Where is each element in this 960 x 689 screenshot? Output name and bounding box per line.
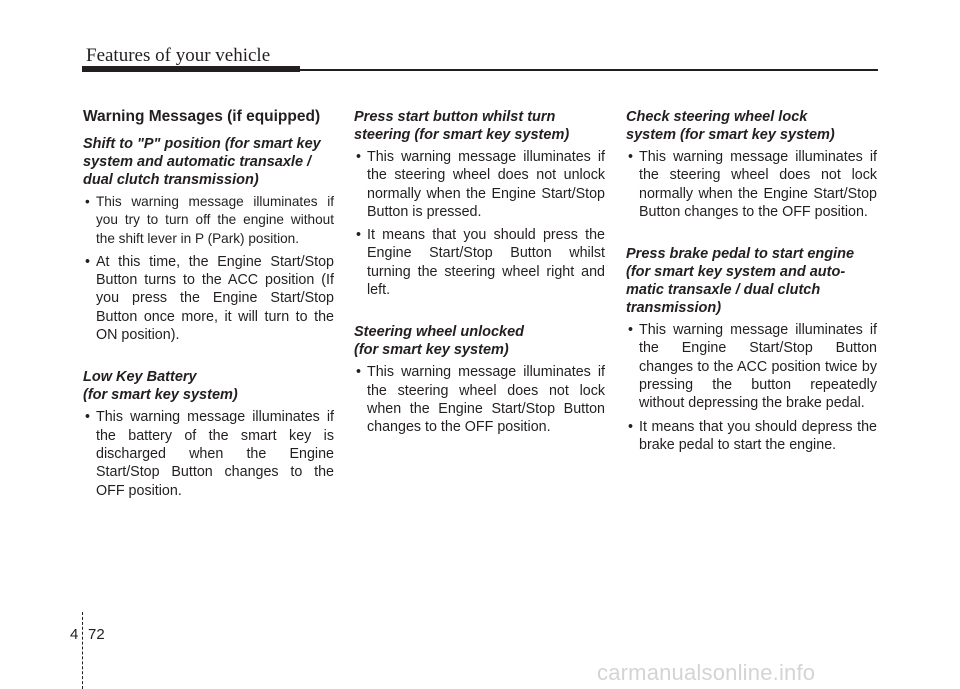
subsection-title-line: Check steering wheel lock [626,109,808,125]
subsection-title-line: transmission) [626,300,722,317]
subsection-title-shift-to-p [83,135,334,189]
subsection-title-line: (for smart key system) [83,387,238,404]
subsection-title-line: Press brake pedal to start engine [626,246,855,263]
header-rule-thin [300,69,878,71]
subsection-title-line: Low Key Battery [83,369,197,386]
bullet-item: • At this time, the Engine Start/Stop Button turns to the ACC position (If you press the Engine Start/Stop Button once more, it will turn to the ON position). [83,253,334,344]
bullet-list [83,408,334,499]
bullet-item: • This warning message illuminates if the steering wheel does not lock normally when the Engine Start/Stop Button changes to the OFF position. [626,148,877,221]
subsection-title-line: system and automatic transaxle / [83,154,312,170]
bullet-item: • This warning message illuminates if the steering wheel does not unlock normally when the Engine Start/Stop Button is pressed. [354,148,605,221]
bullet-item: • It means that you should press the Engine Start/Stop Button whilst turning the steering wheel right and left. [354,226,605,299]
subsection-title-line: Steering wheel unlocked [354,324,525,341]
content-column-3 [626,108,877,459]
bullet-item: • It means that you should depress the brake pedal to start the engine. [626,418,877,455]
page-header-title: Features of your vehicle [86,45,271,66]
subsection-title-line: dual clutch transmission) [83,172,259,188]
chapter-number: 4 [70,626,79,643]
footer-divider [82,612,83,689]
bullet-list [83,193,334,344]
page-number: 72 [88,626,105,643]
subsection-title-line: (for smart key system and auto- [626,264,846,281]
subsection-title-line: system (for smart key system) [626,127,835,143]
subsection-title-line: matic transaxle / dual clutch [626,282,821,299]
subsection-title-low-key-battery [83,368,334,404]
content-column-1 [83,108,334,505]
subsection-title-line: Press start button whilst turn [354,109,556,125]
content-column-2 [354,108,605,442]
subsection-title-line: steering (for smart key system) [354,127,570,143]
bullet-item: • This warning message illuminates if you try to turn off the engine without the shift lever in P (Park) position. [83,193,334,248]
header-rule-thick [82,66,300,72]
subsection-title-steering-wheel-unlocked [354,323,605,359]
subsection-title-check-steering-lock [626,108,877,144]
bullet-list [354,148,605,299]
subsection-title-press-brake-pedal [626,245,877,317]
subsection-title-press-start-button [354,108,605,144]
subsection-title-line: (for smart key system) [354,342,509,359]
section-title: Warning Messages (if equipped) [83,108,321,125]
bullet-list [626,321,877,454]
bullet-list [354,363,605,436]
bullet-item: • This warning message illuminates if the steering wheel does not lock when the Engine Start/Stop Button changes to the OFF position. [354,363,605,436]
bullet-item: • This warning message illuminates if the battery of the smart key is discharged when the Engine Start/Stop Button changes to the OFF position. [83,408,334,499]
bullet-list [626,148,877,221]
subsection-title-line: Shift to "P" position (for smart key [83,136,321,152]
watermark: carmanualsonline.info [597,660,816,685]
bullet-item: • This warning message illuminates if the Engine Start/Stop Button changes to the ACC position twice by pressing the button repeatedly without depressing the brake pedal. [626,321,877,412]
